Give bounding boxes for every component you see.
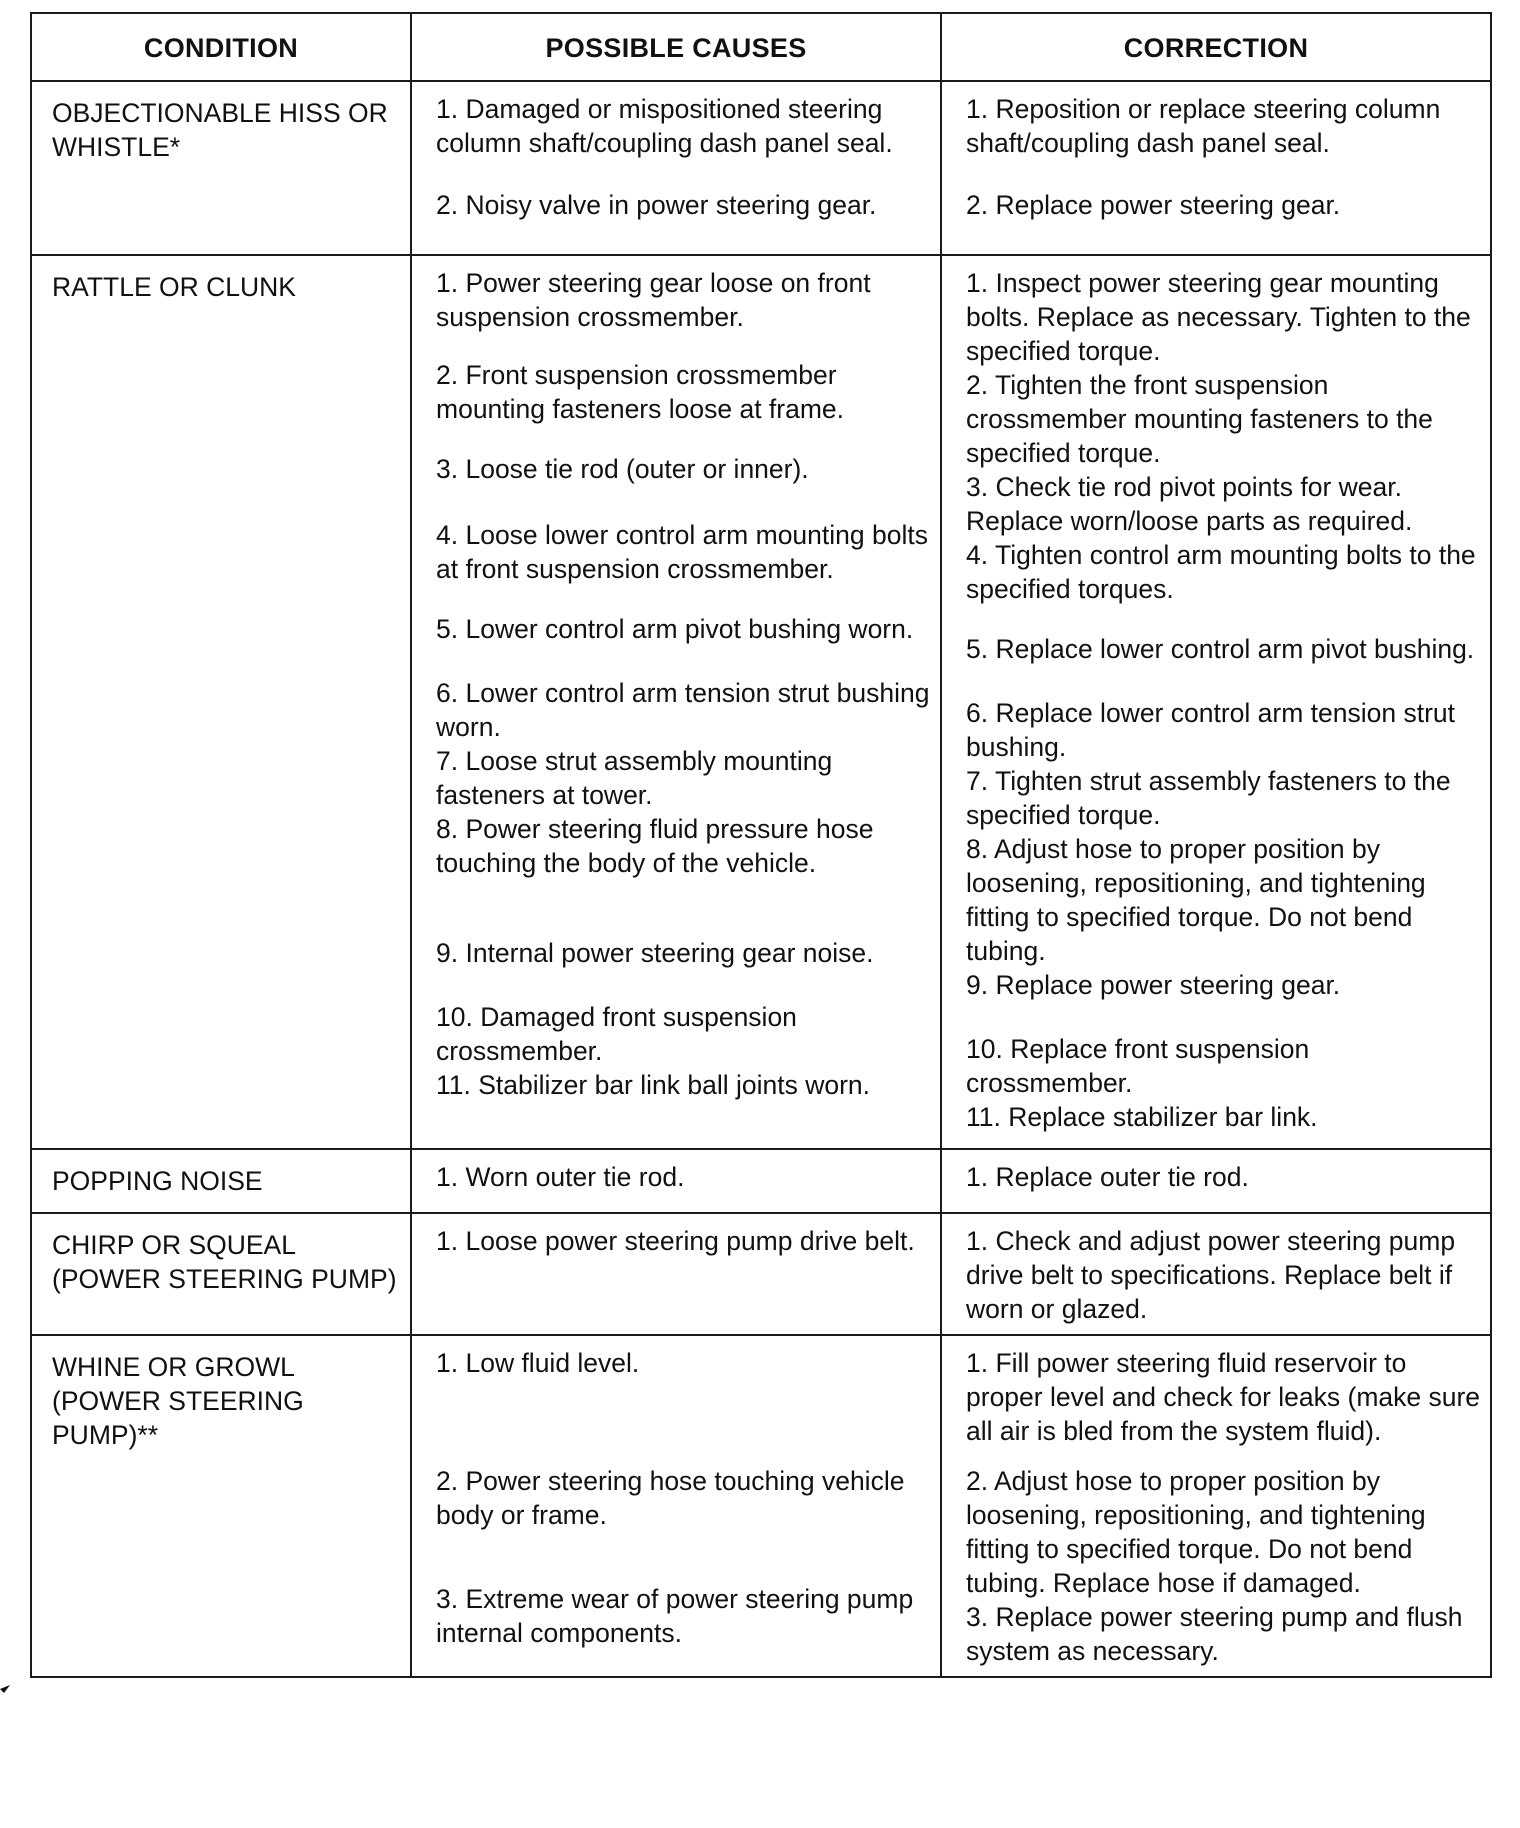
cause-text: 1. Loose power steering pump drive belt. [436, 1226, 915, 1256]
correction-list [942, 82, 1490, 254]
cause-item [436, 1582, 932, 1650]
cause-text: 10. Damaged front suspension crossmember. [436, 1002, 797, 1066]
correction-item [966, 832, 1482, 968]
correction-text: 10. Replace front suspension crossmember. [966, 1034, 1310, 1098]
cause-item [436, 188, 932, 246]
correction-cell [941, 81, 1491, 255]
correction-text: 11. Replace stabilizer bar link. [966, 1102, 1318, 1132]
cause-list [412, 1336, 940, 1658]
table-row [31, 1213, 1491, 1335]
cause-item [436, 92, 932, 188]
correction-list [942, 256, 1490, 1148]
cause-item [436, 1068, 932, 1108]
cause-item [436, 1346, 932, 1464]
correction-cell [941, 1213, 1491, 1335]
cause-item [436, 936, 932, 1000]
correction-text: 7. Tighten strut assembly fasteners to the specified torque. [966, 766, 1451, 830]
correction-item [966, 538, 1482, 632]
cause-item [436, 518, 932, 612]
correction-text: 1. Reposition or replace steering column shaft/coupling dash panel seal. [966, 94, 1441, 158]
correction-item [966, 266, 1482, 368]
cause-item [436, 812, 932, 936]
cause-text: 6. Lower control arm tension strut bushing worn. [436, 678, 930, 742]
cause-item [436, 1464, 932, 1582]
cause-item [436, 452, 932, 518]
possible-causes-cell [411, 1335, 941, 1677]
cause-text: 7. Loose strut assembly mounting fasteners at tower. [436, 746, 833, 810]
cause-text: 1. Power steering gear loose on front suspension crossmember. [436, 268, 871, 332]
correction-item [966, 1346, 1482, 1464]
cause-text: 1. Damaged or mispositioned steering column shaft/coupling dash panel seal. [436, 94, 893, 158]
scan-mark [0, 1685, 10, 1693]
cause-list [412, 1214, 940, 1324]
cause-item [436, 1224, 932, 1316]
correction-text: 1. Inspect power steering gear mounting bolts. Replace as necessary. Tighten to the specified torque. [966, 268, 1471, 366]
correction-cell [941, 1335, 1491, 1677]
cause-item [436, 612, 932, 676]
correction-item [966, 1464, 1482, 1600]
table-row [31, 81, 1491, 255]
condition-cell: CHIRP OR SQUEAL (POWER STEERING PUMP) [31, 1213, 411, 1335]
header-row [31, 13, 1491, 81]
diagnosis-chart [30, 12, 1490, 1678]
cause-item [436, 1160, 932, 1200]
correction-text: 2. Tighten the front suspension crossmember mounting fasteners to the specified torque. [966, 370, 1433, 468]
cause-list [412, 1150, 940, 1208]
correction-item [966, 1100, 1482, 1140]
cause-item [436, 266, 932, 358]
correction-text: 3. Replace power steering pump and flush system as necessary. [966, 1602, 1463, 1666]
correction-text: 1. Replace outer tie rod. [966, 1162, 1249, 1192]
correction-text: 6. Replace lower control arm tension strut bushing. [966, 698, 1455, 762]
correction-item [966, 470, 1482, 538]
cause-text: 2. Power steering hose touching vehicle body or frame. [436, 1466, 905, 1530]
header-possible-causes: POSSIBLE CAUSES [411, 13, 941, 81]
correction-text: 9. Replace power steering gear. [966, 970, 1341, 1000]
cause-text: 3. Extreme wear of power steering pump internal components. [436, 1584, 914, 1648]
possible-causes-cell [411, 1149, 941, 1213]
correction-item [966, 1600, 1482, 1668]
condition-cell: POPPING NOISE [31, 1149, 411, 1213]
table-row [31, 1335, 1491, 1677]
cause-text: 2. Front suspension crossmember mounting fasteners loose at frame. [436, 360, 845, 424]
correction-list [942, 1336, 1490, 1676]
condition-cell: OBJECTIONABLE HISS OR WHISTLE* [31, 81, 411, 255]
correction-item [966, 368, 1482, 470]
condition-cell: WHINE OR GROWL (POWER STEERING PUMP)** [31, 1335, 411, 1677]
header-correction: CORRECTION [941, 13, 1491, 81]
cause-item [436, 676, 932, 744]
correction-item [966, 696, 1482, 764]
cause-item [436, 358, 932, 452]
cause-list [412, 256, 940, 1116]
table-row [31, 255, 1491, 1149]
correction-text: 1. Check and adjust power steering pump drive belt to specifications. Replace belt if worn or glazed. [966, 1226, 1456, 1324]
correction-cell [941, 255, 1491, 1149]
cause-text: 9. Internal power steering gear noise. [436, 938, 874, 968]
table-row [31, 1149, 1491, 1213]
cause-text: 3. Loose tie rod (outer or inner). [436, 454, 809, 484]
diagnosis-table [30, 12, 1492, 1678]
cause-item [436, 744, 932, 812]
header-condition: CONDITION [31, 13, 411, 81]
cause-text: 1. Low fluid level. [436, 1348, 640, 1378]
correction-item [966, 1160, 1482, 1200]
table-body [31, 81, 1491, 1677]
correction-list [942, 1214, 1490, 1334]
possible-causes-cell [411, 255, 941, 1149]
cause-text: 11. Stabilizer bar link ball joints worn. [436, 1070, 871, 1100]
possible-causes-cell [411, 81, 941, 255]
cause-list [412, 82, 940, 254]
correction-item [966, 968, 1482, 1032]
correction-cell [941, 1149, 1491, 1213]
correction-text: 1. Fill power steering fluid reservoir to proper level and check for leaks (make sure all air is bled from the system fluid). [966, 1348, 1481, 1446]
correction-text: 3. Check tie rod pivot points for wear. Replace worn/loose parts as required. [966, 472, 1413, 536]
correction-text: 4. Tighten control arm mounting bolts to the specified torques. [966, 540, 1476, 604]
correction-item [966, 764, 1482, 832]
cause-text: 8. Power steering fluid pressure hose touching the body of the vehicle. [436, 814, 874, 878]
correction-item [966, 1032, 1482, 1100]
possible-causes-cell [411, 1213, 941, 1335]
cause-text: 4. Loose lower control arm mounting bolts at front suspension crossmember. [436, 520, 928, 584]
correction-list [942, 1150, 1490, 1208]
correction-item [966, 92, 1482, 188]
correction-text: 5. Replace lower control arm pivot bushing. [966, 634, 1475, 664]
correction-text: 2. Adjust hose to proper position by loosening, repositioning, and tightening fitting to specified torque. Do not bend tubing. Replace hose if damaged. [966, 1466, 1426, 1598]
cause-text: 2. Noisy valve in power steering gear. [436, 190, 877, 220]
cause-item [436, 1000, 932, 1068]
cause-text: 5. Lower control arm pivot bushing worn. [436, 614, 914, 644]
correction-item [966, 1224, 1482, 1326]
correction-item [966, 632, 1482, 696]
condition-cell: RATTLE OR CLUNK [31, 255, 411, 1149]
cause-text: 1. Worn outer tie rod. [436, 1162, 685, 1192]
correction-item [966, 188, 1482, 246]
correction-text: 2. Replace power steering gear. [966, 190, 1341, 220]
correction-text: 8. Adjust hose to proper position by loosening, repositioning, and tightening fitting to specified torque. Do not bend tubing. [966, 834, 1426, 966]
